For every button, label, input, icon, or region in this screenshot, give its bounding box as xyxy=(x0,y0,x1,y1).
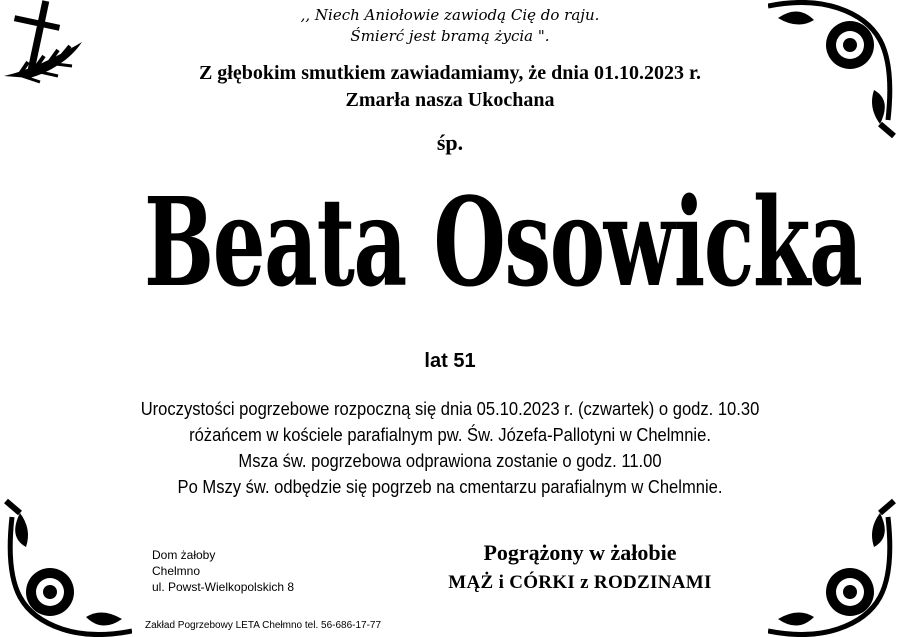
announcement-line-1: Z głębokim smutkiem zawiadamiamy, że dnia 01.10.2023 r. xyxy=(198,62,702,84)
mourners-line-1: Pogrążony w żałobie xyxy=(483,540,677,565)
announcement-line-2: Zmarła nasza Ukochana xyxy=(345,89,555,111)
ceremony-details xyxy=(0,396,900,500)
motto-line-1: ,, Niech Aniołowie zawiodą Cię do raju. xyxy=(300,6,600,24)
funeral-home-line-3: ul. Powst-Wielkopolskich 8 xyxy=(152,580,295,594)
funeral-home-line-2: Chelmno xyxy=(152,564,201,578)
funeral-company-footer: Zakład Pogrzebowy LETA Chełmno tel. 56-686-17-77 xyxy=(145,620,382,631)
motto xyxy=(0,5,900,47)
ceremony-line-2: różańcem w kościele parafialnym pw. Św. Józefa-Pallotyni w Chelmnie. xyxy=(189,425,711,445)
floral-corner-ornament-icon xyxy=(768,497,900,637)
floral-corner-ornament-icon xyxy=(0,497,132,637)
ceremony-line-1: Uroczystości pogrzebowe rozpoczną się dnia 05.10.2023 r. (czwartek) o godz. 10.30 xyxy=(140,399,760,419)
mourners xyxy=(380,538,780,598)
ceremony-line-4: Po Mszy św. odbędzie się pogrzeb na cmentarzu parafialnym w Chelmnie. xyxy=(177,477,723,497)
honorific: śp. xyxy=(436,130,464,155)
deceased-name: Beata Osowicka xyxy=(144,170,862,314)
motto-line-2: Śmierć jest bramą życia ". xyxy=(350,27,550,45)
deceased-age: lat 51 xyxy=(424,350,476,372)
ceremony-line-3: Msza św. pogrzebowa odprawiona zostanie o godz. 11.00 xyxy=(238,451,662,471)
mourners-line-2: MĄŻ i CÓRKI z RODZINAMI xyxy=(448,572,712,593)
announcement xyxy=(0,60,900,114)
funeral-home-address xyxy=(152,547,294,595)
funeral-home-line-1: Dom żałoby xyxy=(152,548,216,562)
